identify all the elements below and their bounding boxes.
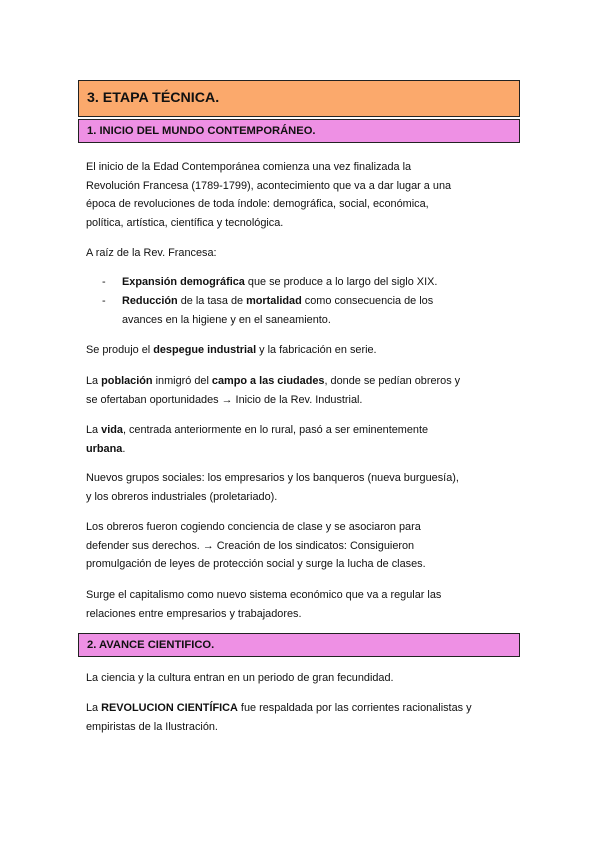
- section-title-1: 1. INICIO DEL MUNDO CONTEMPORÁNEO.: [87, 125, 316, 137]
- paragraph-ciencia: La ciencia y la cultura entran en un periodo de gran fecundidad.: [86, 672, 394, 684]
- chapter-title: 3. ETAPA TÉCNICA.: [87, 90, 220, 106]
- paragraph-raiz: A raíz de la Rev. Francesa:: [86, 247, 217, 259]
- paragraph-vida: La vida, centrada anteriormente en lo rural, pasó a ser eminentemente urbana.: [86, 424, 429, 455]
- paragraph-revolucion: La REVOLUCION CIENTÍFICA fue respaldada por las corrientes racionalistas y empiristas de la Ilustración.: [86, 702, 472, 733]
- paragraph-poblacion: La población inmigró del campo a las ciudades, donde se pedían obreros y se ofertaban oportunidades → Inicio de la Rev. Industrial.: [86, 375, 461, 406]
- paragraph-intro: El inicio de la Edad Contemporánea comienza una vez finalizada la Revolución Francesa (1789-1799), acontecimiento que va a dar lugar a una época de revoluciones de toda índole: demográfica, social, económica, política, artística, científica y tecnológica.: [86, 161, 452, 229]
- paragraph-despegue: Se produjo el despegue industrial y la fabricación en serie.: [86, 344, 377, 356]
- paragraph-capitalismo: Surge el capitalismo como nuevo sistema económico que va a regular las relaciones entre empresarios y trabajadores.: [86, 589, 442, 620]
- paragraph-grupos: Nuevos grupos sociales: los empresarios y los banqueros (nueva burguesía), y los obreros industriales (proletariado).: [86, 472, 459, 503]
- section-heading-1: [78, 119, 520, 143]
- section-title-2: 2. AVANCE CIENTIFICO.: [87, 639, 215, 651]
- paragraph-obreros: Los obreros fueron cogiendo conciencia de clase y se asociaron para defender sus derechos. → Creación de los sindicatos: Consiguieron promulgación de leyes de protección social y surge la lucha de clases.: [86, 521, 426, 571]
- document-page: 3. ETAPA TÉCNICA. 1. INICIO DEL MUNDO CONTEMPORÁNEO. El inicio de la Edad Contemporánea comienza una vez finalizada la Revolución Francesa (1789-1799), acontecimiento que va a dar lugar a una época de revoluciones de toda índole: demográfica, social, económica, política, artística, científica y tecnológica. A raíz de la Rev. Francesa: - Expansión demográfica que se produce a lo largo del siglo XIX. - Reducción de la tasa de mortalidad como consecuencia de los avances en la higiene y en el saneamiento. Se produjo el despegue industrial y la fabricación en serie. La población inmigró del campo a las ciudades, donde se pedían obreros y se ofertaban oportunidades → Inicio de la Rev. Industrial. La vida, centrada anteriormente en lo rural, pasó a ser eminentemente urbana. Nuevos grupos sociales: los empresarios y los banqueros (nueva burguesía), y los obreros industriales (proletariado). Los obreros fueron cogiendo conciencia de clase y se asociaron para defender sus derechos. → Creación de los sindicatos: Consiguieron promulgación de leyes de protección social y surge la lucha de clases. Surge el capitalismo como nuevo sistema económico que va a regular las relaciones entre empresarios y trabajadores. 2. AVANCE CIENTIFICO. La ciencia y la cultura entran en un periodo de gran fecundidad. La REVOLUCION CIENTÍFICA fue respaldada por las corrientes racionalistas y empiristas de la Ilustración.: [0, 0, 600, 848]
- chapter-heading: [78, 80, 520, 117]
- section-heading-2: [78, 633, 520, 657]
